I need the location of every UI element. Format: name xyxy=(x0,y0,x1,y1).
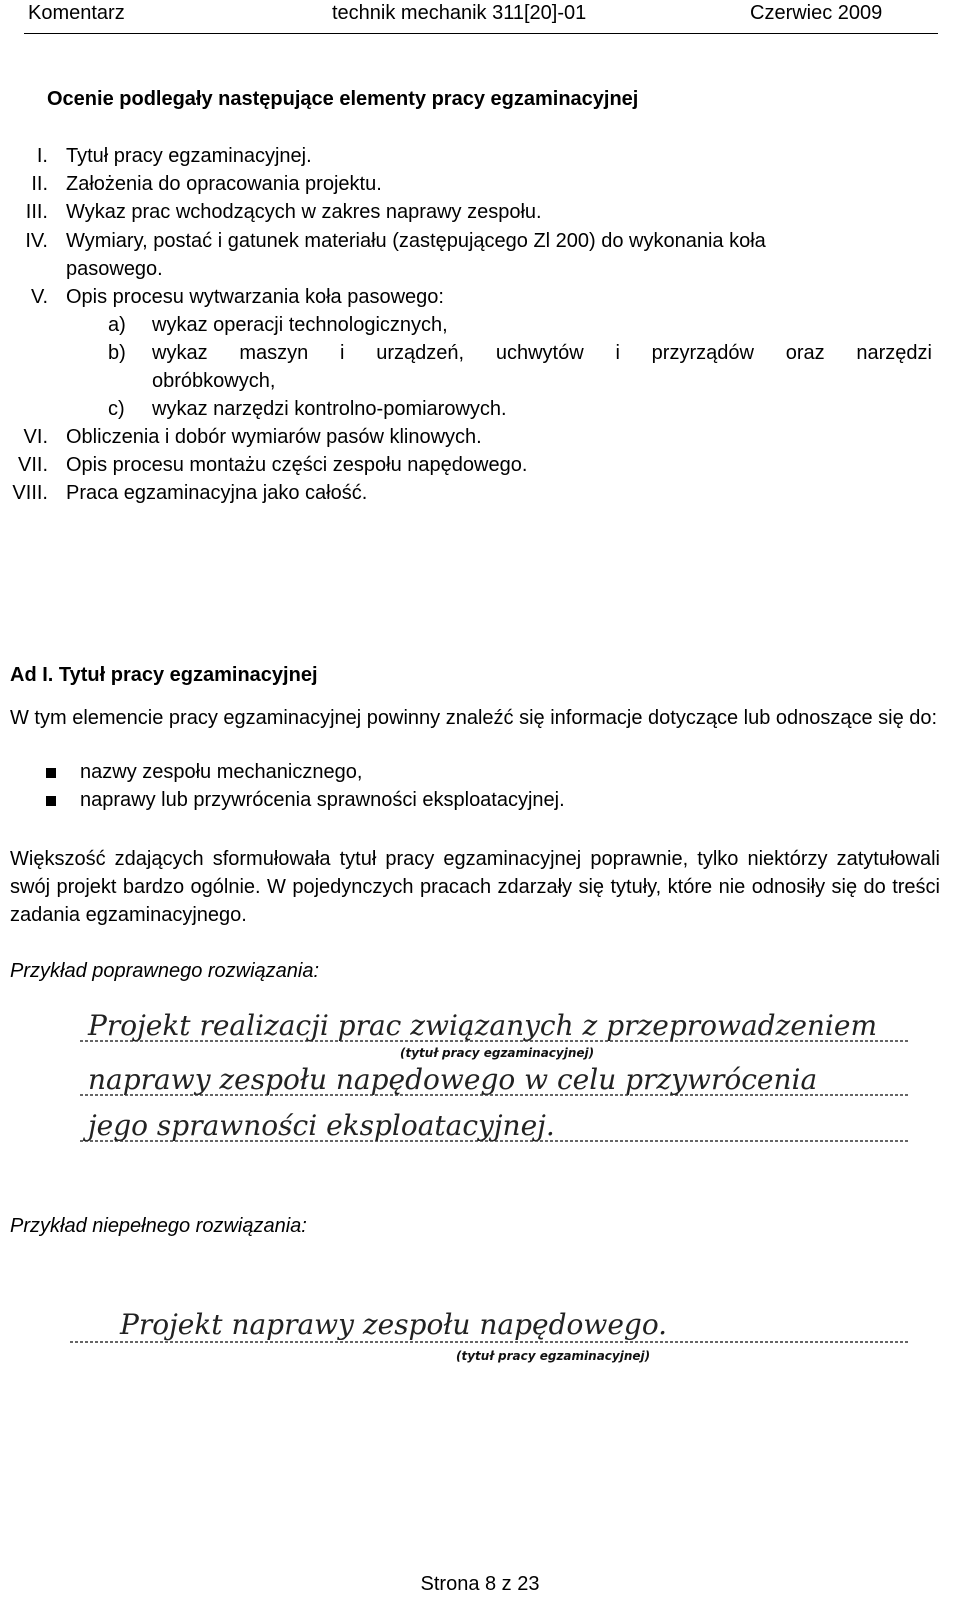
criteria-num: VI. xyxy=(23,426,48,448)
criteria-text: Obliczenia i dobór wymiarów pasów klinowych. xyxy=(66,426,482,448)
bad-caption: (tytuł pracy egzaminacyjnej) xyxy=(456,1349,651,1363)
good-line-1: Projekt realizacji prac związanych z przeprowadzeniem xyxy=(88,1009,878,1042)
header-right: Czerwiec 2009 xyxy=(750,2,883,24)
section-heading: Ad I. Tytuł pracy egzaminacyjnej xyxy=(10,664,318,686)
criteria-text: Tytuł pracy egzaminacyjnej. xyxy=(66,145,312,167)
criteria-num: IV. xyxy=(25,230,48,252)
criteria-num: V. xyxy=(30,286,48,308)
sub-letter: b) xyxy=(108,342,126,364)
bullet-icon xyxy=(46,796,56,806)
criteria-text: Wykaz prac wchodzących w zakres naprawy zespołu. xyxy=(66,201,542,223)
bad-example-scan xyxy=(0,1290,960,1380)
criteria-text: Opis procesu wytwarzania koła pasowego: xyxy=(66,286,444,308)
bullet-icon xyxy=(46,768,56,778)
sub-letter: a) xyxy=(108,314,126,336)
criteria-text: Praca egzaminacyjna jako całość. xyxy=(66,482,368,504)
criteria-text: Założenia do opracowania projektu. xyxy=(66,173,382,195)
sub-text: wykaz maszyn i urządzeń, uchwytów i przyrządów oraz narzędzi xyxy=(152,342,932,364)
page-number: Strona 8 z 23 xyxy=(420,1573,540,1595)
bullet-text: naprawy lub przywrócenia sprawności eksploatacyjnej. xyxy=(80,789,565,811)
page-header xyxy=(0,0,960,32)
good-line-3: jego sprawności eksploatacyjnej. xyxy=(88,1109,555,1142)
good-example-label: Przykład poprawnego rozwiązania: xyxy=(10,960,320,982)
criteria-text-cont: pasowego. xyxy=(66,258,163,280)
criteria-num: VII. xyxy=(17,454,48,476)
sub-text: wykaz operacji technologicznych, xyxy=(152,314,448,336)
criteria-text: Opis procesu montażu części zespołu napędowego. xyxy=(66,454,528,476)
header-left: Komentarz xyxy=(28,2,125,24)
criteria-title: Ocenie podlegały następujące elementy pracy egzaminacyjnej xyxy=(47,88,639,110)
sub-letter: c) xyxy=(108,398,125,420)
criteria-num: II. xyxy=(31,173,48,195)
section-intro: W tym elemencie pracy egzaminacyjnej powinny znaleźć się informacje dotyczące lub odnoszące się do: xyxy=(10,707,938,729)
sub-text-cont: obróbkowych, xyxy=(152,370,276,392)
header-divider xyxy=(24,33,938,34)
bullet-text: nazwy zespołu mechanicznego, xyxy=(80,761,363,783)
header-center: technik mechanik 311[20]-01 xyxy=(332,2,587,24)
section-comment: Większość zdających sformułowała tytuł pracy egzaminacyjnej poprawnie, tylko niektórzy zatytułowali swój projekt bardzo ogólnie. W pojedynczych pracach zdarzały się tytuły, które nie odnosiły się do treści zadania egzaminacyjnego. xyxy=(10,848,940,926)
sub-text: wykaz narzędzi kontrolno-pomiarowych. xyxy=(152,398,507,420)
criteria-num: VIII. xyxy=(12,482,48,504)
good-line-2: naprawy zespołu napędowego w celu przywrócenia xyxy=(88,1063,818,1096)
bad-line: Projekt naprawy zespołu napędowego. xyxy=(120,1308,668,1341)
good-caption: (tytuł pracy egzaminacyjnej) xyxy=(400,1046,595,1060)
criteria-num: I. xyxy=(36,145,48,167)
bad-example-label: Przykład niepełnego rozwiązania: xyxy=(10,1215,307,1237)
good-example-scan xyxy=(0,995,960,1165)
criteria-num: III. xyxy=(25,201,48,223)
criteria-text: Wymiary, postać i gatunek materiału (zastępującego Zl 200) do wykonania koła xyxy=(66,230,766,252)
